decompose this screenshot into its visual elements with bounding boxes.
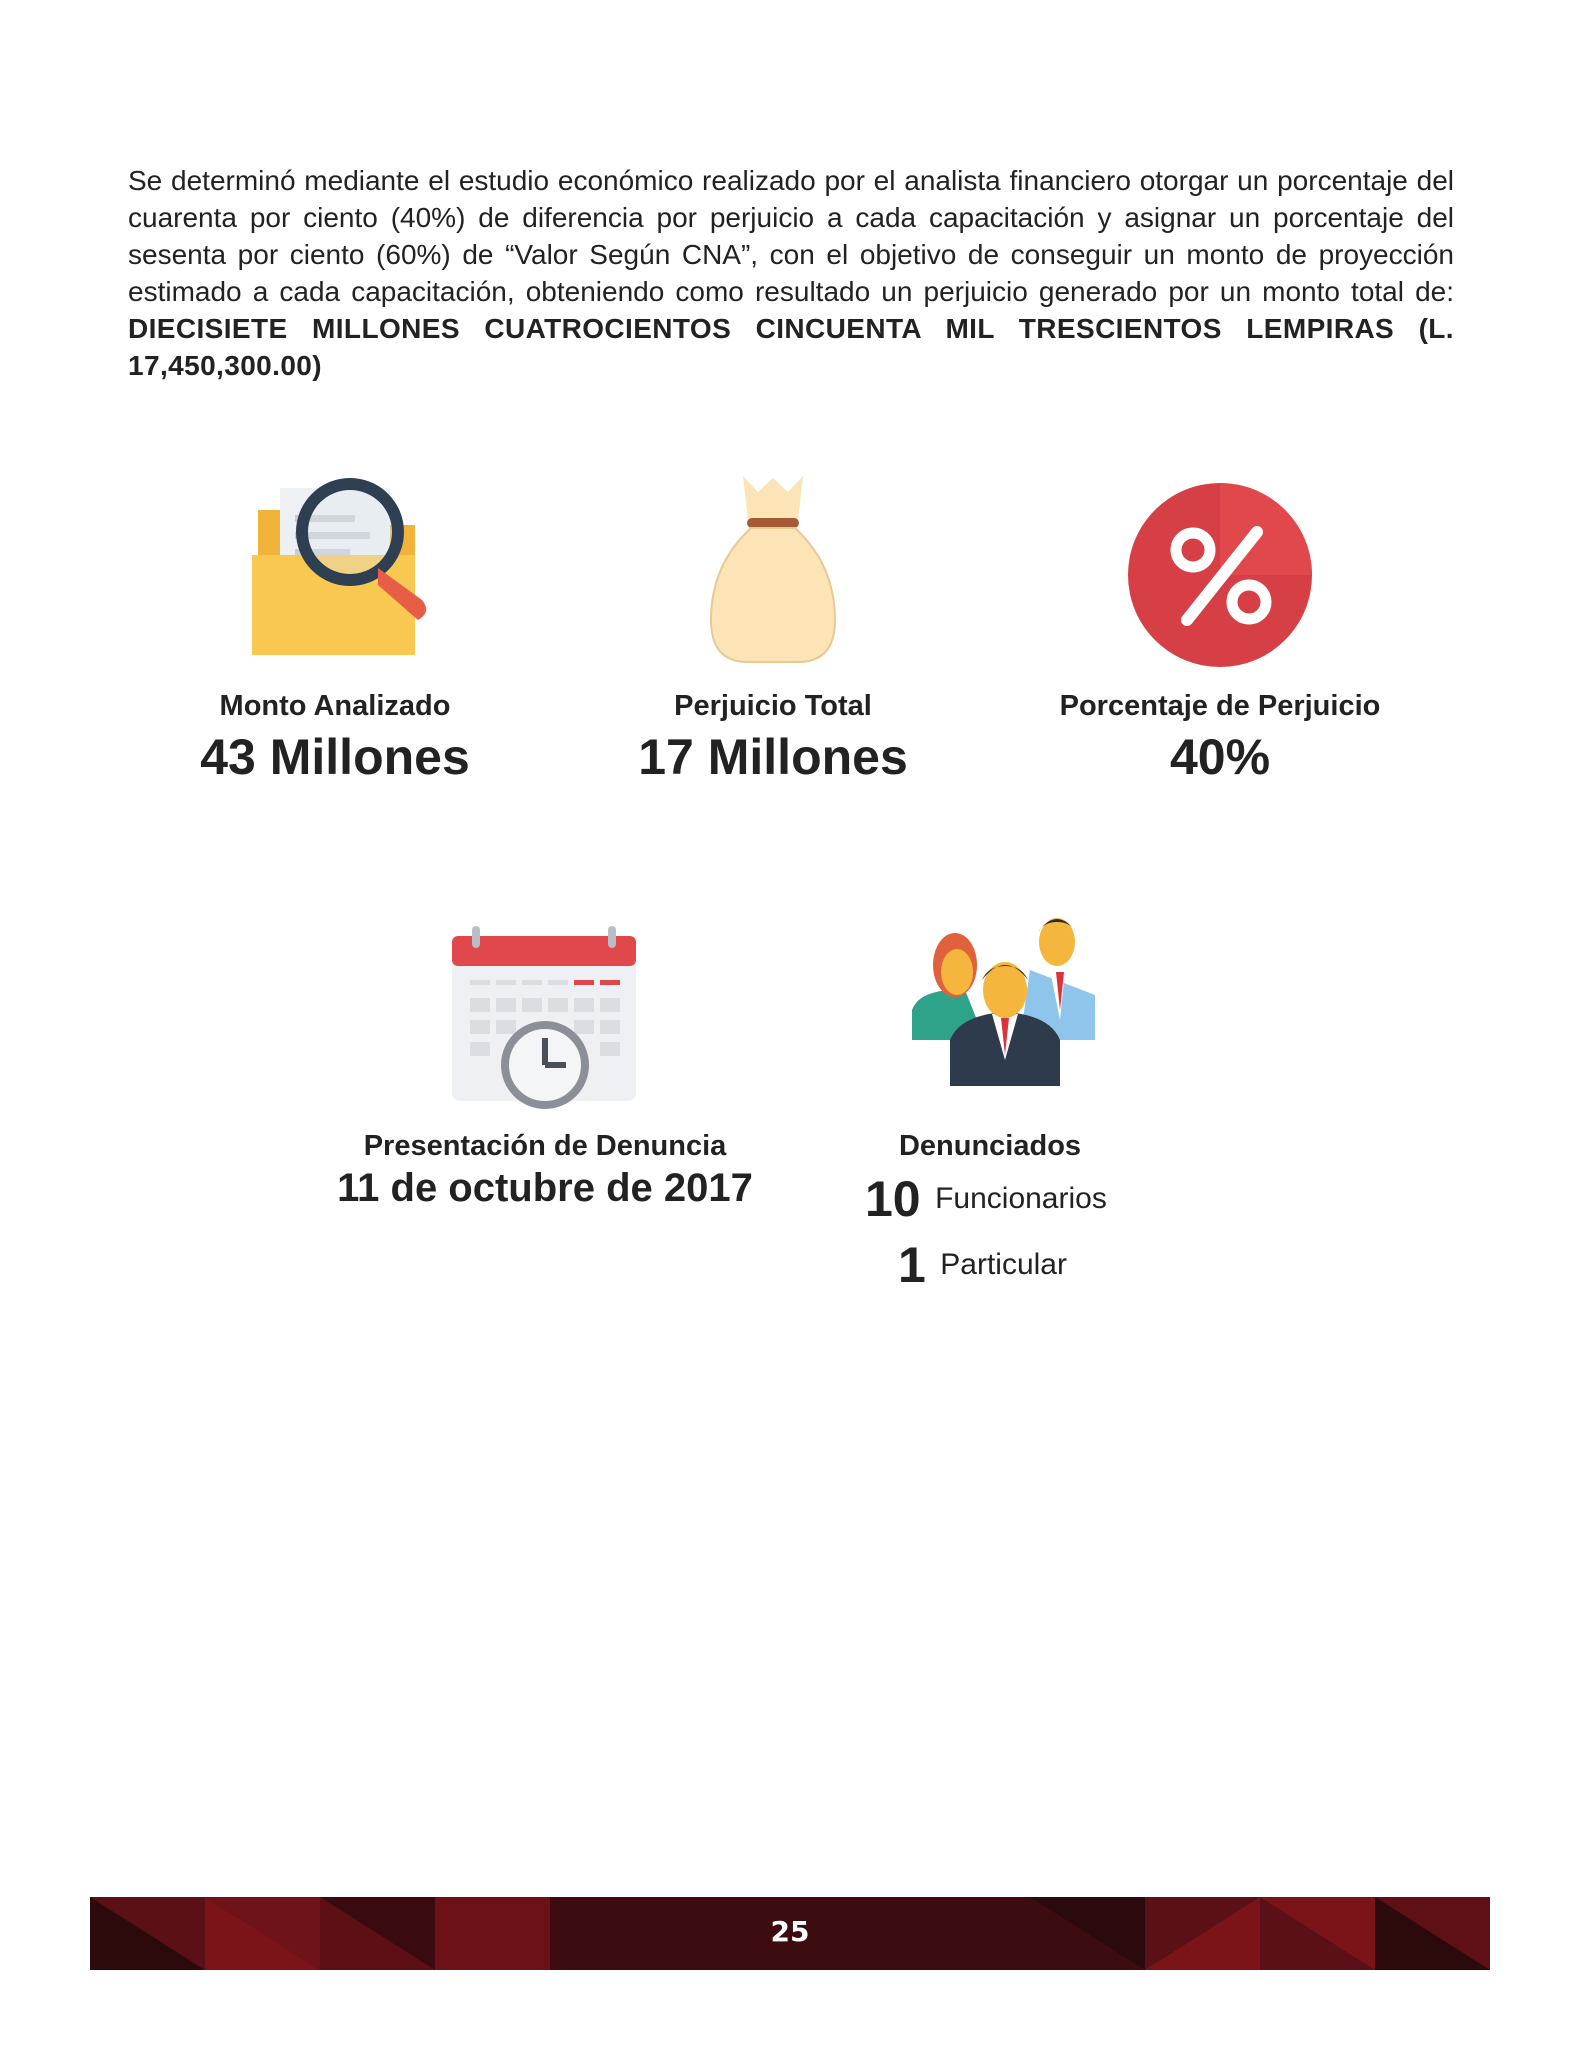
paragraph-bold-amount-cont: 17,450,300.00)	[128, 350, 322, 381]
stat-value: 40%	[1169, 729, 1271, 785]
stat-monto-analizado	[160, 470, 510, 800]
paragraph-line: estimado a cada capacitación, obteniendo como resultado un perjuicio generado por un monto total de:	[128, 276, 1454, 307]
body-paragraph	[128, 162, 1454, 384]
folder-search-icon	[250, 470, 450, 660]
count-row-particular	[898, 1236, 1067, 1294]
paragraph-line: Se determinó mediante el estudio económico realizado por el analista financiero otorgar un porcentaje del	[128, 165, 1454, 196]
stat-label: Presentación de Denuncia	[363, 1130, 727, 1162]
paragraph-line: sesenta por ciento (60%) de “Valor Según CNA”, con el objetivo de conseguir un monto de proyección	[128, 239, 1454, 270]
calendar-icon	[450, 920, 640, 1110]
stat-value: 17 Millones	[638, 729, 908, 785]
paragraph-line: cuarenta por ciento (40%) de diferencia por perjuicio a cada capacitación y asignar un porcentaje del	[128, 202, 1454, 233]
stat-label: Monto Analizado	[219, 690, 451, 722]
page-number: 25	[770, 1915, 810, 1948]
count-number: 1	[898, 1237, 926, 1293]
stat-presentacion-denuncia	[320, 920, 770, 1220]
paragraph-bold-amount: DIECISIETE MILLONES CUATROCIENTOS CINCUENTA MIL TRESCIENTOS LEMPIRAS (L.	[128, 313, 1454, 344]
percent-icon	[1125, 480, 1315, 670]
count-text: Funcionarios	[935, 1182, 1107, 1215]
stat-label: Denunciados	[898, 1130, 1082, 1162]
stat-label: Perjuicio Total	[674, 690, 872, 722]
stat-porcentaje-perjuicio	[1020, 470, 1420, 800]
count-row-funcionarios	[865, 1170, 1107, 1228]
stat-value: 11 de octubre de 2017	[337, 1166, 753, 1210]
money-bag-icon	[703, 470, 843, 665]
count-number: 10	[865, 1171, 921, 1227]
stat-label: Porcentaje de Perjuicio	[1059, 690, 1381, 722]
people-icon	[910, 900, 1100, 1095]
stat-perjuicio-total	[598, 470, 948, 800]
stat-value: 43 Millones	[200, 729, 470, 785]
page-footer	[90, 1897, 1490, 1970]
count-text: Particular	[940, 1248, 1067, 1281]
stat-denunciados	[840, 900, 1140, 1300]
